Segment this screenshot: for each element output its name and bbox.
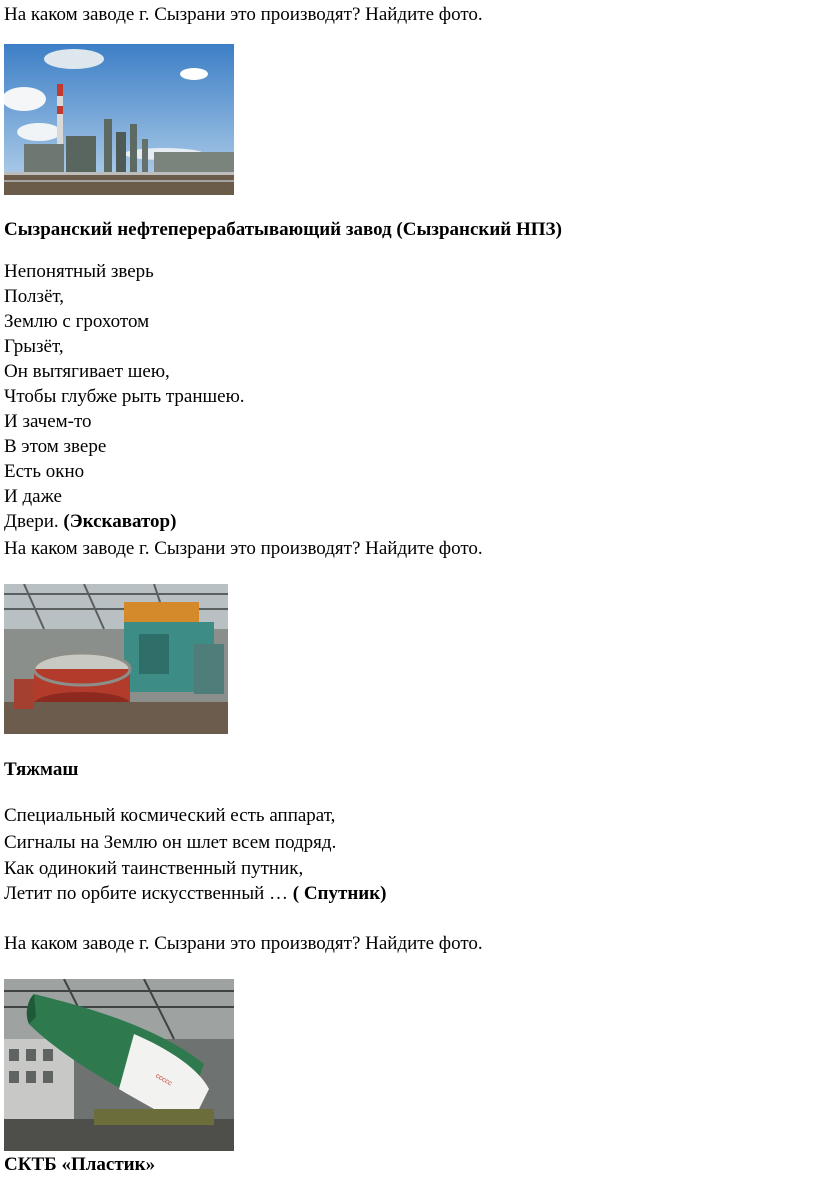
riddle2-line: Как одинокий таинственный путник, — [4, 858, 304, 879]
riddle1-last-text: Двери. — [4, 511, 59, 532]
riddle2-line: Сигналы на Землю он шлет всем подряд. — [4, 832, 337, 853]
rocket-photo — [4, 979, 234, 1151]
riddle1-line: И даже — [4, 486, 62, 507]
question-1: На каком заводе г. Сызрани это производят? Найдите фото. — [4, 4, 483, 25]
riddle2-line: Специальный космический есть аппарат, — [4, 805, 336, 826]
riddle2-answer: ( Спутник) — [292, 883, 387, 904]
riddle1-line: Чтобы глубже рыть траншею. — [4, 386, 245, 407]
riddle1-line: Непонятный зверь — [4, 261, 154, 282]
riddle1-line: В этом звере — [4, 436, 107, 457]
answer-sktb-plastic: СКТБ «Пластик» — [4, 1154, 156, 1175]
question-3: На каком заводе г. Сызрани это производят? Найдите фото. — [4, 933, 483, 954]
question-2: На каком заводе г. Сызрани это производят? Найдите фото. — [4, 538, 483, 559]
riddle1-answer: (Экскаватор) — [63, 511, 177, 532]
svg-text:ᶜᶜᶜᶜᶜ: ᶜᶜᶜᶜᶜ — [152, 1072, 174, 1091]
riddle1-line: Ползёт, — [4, 286, 65, 307]
answer-tyazhmash: Тяжмаш — [4, 759, 79, 780]
riddle1-line: Землю с грохотом — [4, 311, 150, 332]
riddle1-line: Он вытягивает шею, — [4, 361, 170, 382]
answer-refinery: Сызранский нефтеперерабатывающий завод (Сызранский НПЗ) — [4, 219, 562, 240]
riddle1-line: Есть окно — [4, 461, 85, 482]
riddle1-last-line — [4, 511, 176, 533]
heavy-machinery-photo — [4, 584, 228, 734]
riddle2-last-text: Летит по орбите искусственный … — [4, 883, 288, 904]
refinery-photo — [4, 44, 234, 195]
riddle1-line: Грызёт, — [4, 336, 64, 357]
riddle2-last-line — [4, 883, 387, 905]
riddle1-line: И зачем-то — [4, 411, 92, 432]
